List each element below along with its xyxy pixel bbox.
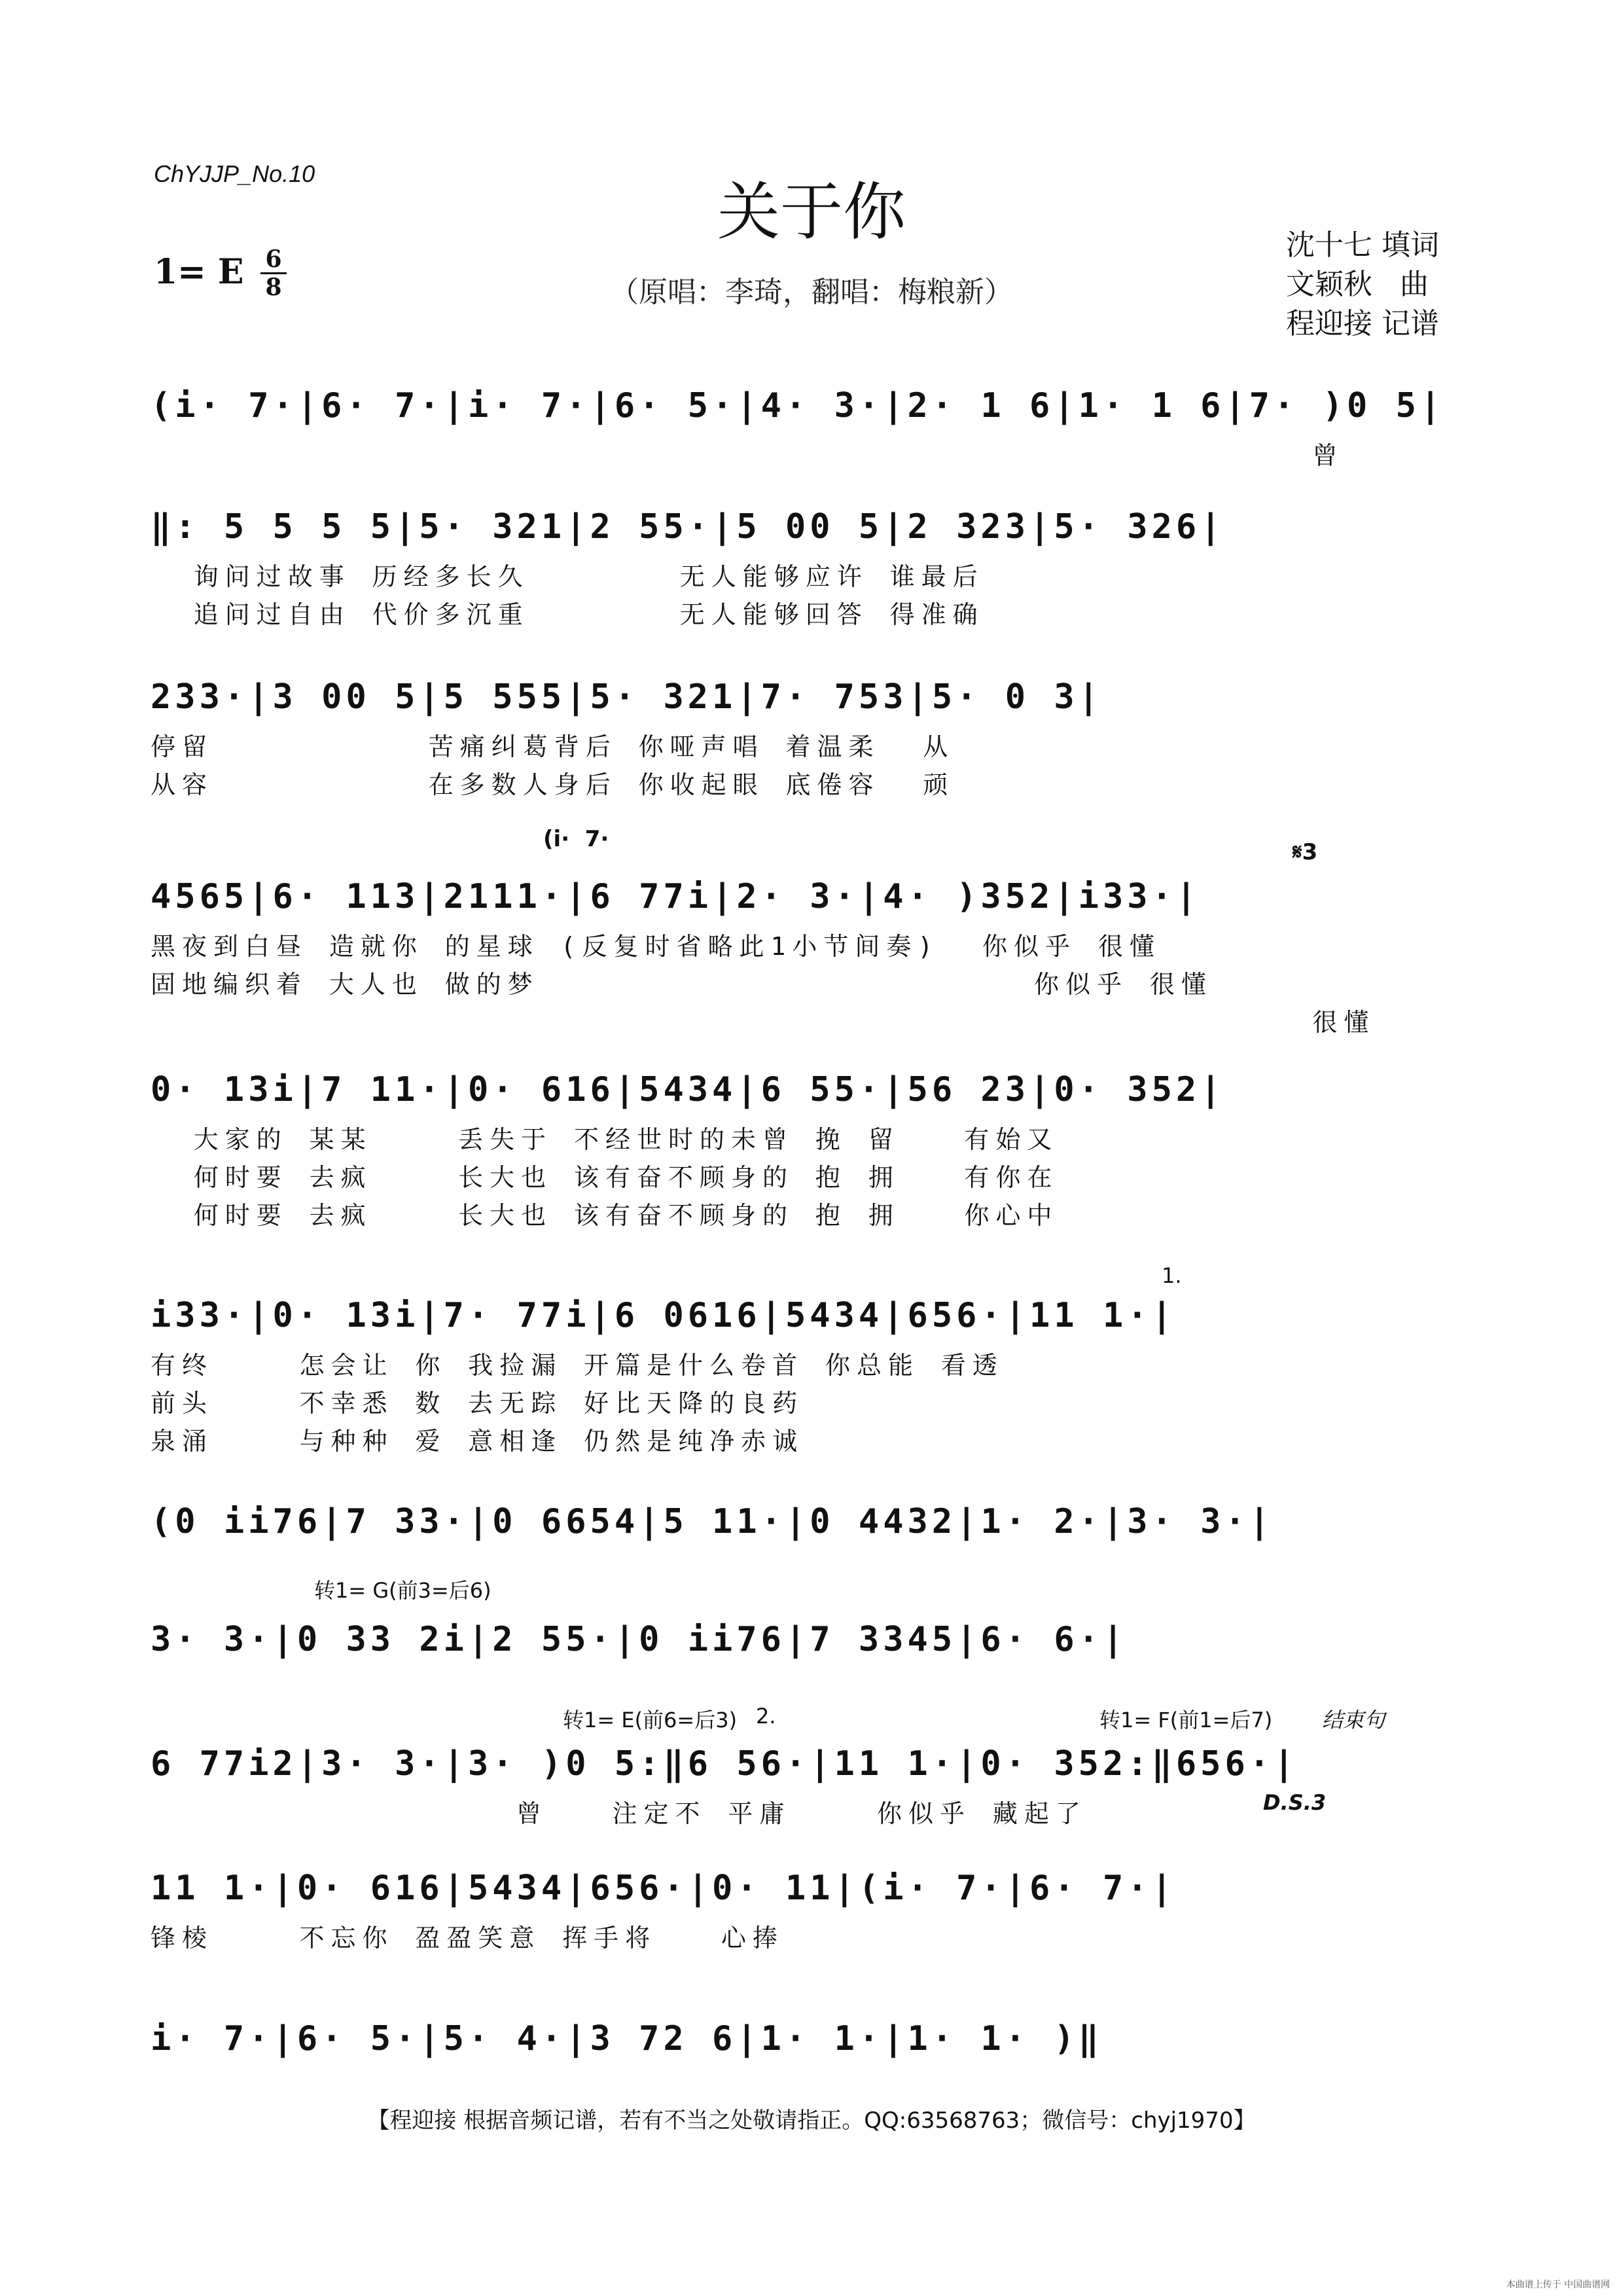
staff-row-7 <box>151 1492 1479 1551</box>
staff-row-2 <box>151 497 1479 632</box>
notes-row-3: 233·|3 00 5|5 555|5· 321|7· 753|5· 0 3| <box>151 677 1103 717</box>
notes-row-7: (0 ii76|7 33·|0 6654|5 11·|0 4432|1· 2·|3· 3·| <box>151 1502 1274 1541</box>
staff-row-3 <box>151 668 1479 802</box>
ds-mark: D.S.3 <box>1263 1790 1327 1815</box>
modulation-g: 转1= G(前3=后6) <box>314 1578 491 1603</box>
modulation-f: 转1= F(前1=后7) <box>1099 1708 1273 1732</box>
notes-row-2: ‖: 5 5 5 5|5· 321|2 55·|5 00 5|2 323|5· 326| <box>151 507 1225 547</box>
watermark: 本曲谱上传于 中国曲谱网 <box>1506 2280 1610 2290</box>
song-subtitle: （原唱：李琦，翻唱：梅粮新） <box>610 276 1013 309</box>
lyrics-row-6-line-1: 有终 怎会让 你 我捡漏 开篇是什么卷首 你总能 看透 <box>151 1351 1004 1380</box>
volta-2: 2. <box>756 1704 776 1729</box>
lyrics-row-4-line-1: 黑夜到白昼 造就你 的星球 (反复时省略此1小节间奏) 你似乎 很懂 <box>151 932 1161 961</box>
lyrics-row-3-line-1: 停留 苦痛纠葛背后 你哑声唱 着温柔 从 <box>151 732 955 761</box>
lyrics-row-6-line-2: 前头 不幸悉 数 去无踪 好比天降的良药 <box>151 1389 804 1418</box>
credit-lyricist: 沈十七 填词 <box>1286 228 1439 262</box>
lyrics-row-2-line-2: 追问过自由 代价多沉重 无人能够回答 得准确 <box>151 600 984 629</box>
staff-row-11 <box>151 2009 1479 2068</box>
lyrics-row-10-line-1: 锋棱 不忘你 盈盈笑意 挥手将 心捧 <box>151 1924 784 1952</box>
lyrics-row-3-line-2: 从容 在多数人身后 你收起眼 底倦容 顽 <box>151 770 955 799</box>
lyrics-row-1-line-1: 曾 <box>151 441 1344 470</box>
footer-note: 【程迎接 根据音频记谱，若有不当之处敬请指正。QQ:63568763；微信号：chyj1970】 <box>367 2108 1256 2134</box>
lyrics-row-6-line-3: 泉涌 与种种 爱 意相逢 仍然是纯净赤诚 <box>151 1427 804 1456</box>
notes-row-6: i33·|0· 13i|7· 77i|6 0616|5434|656·|11 1·| <box>151 1296 1176 1335</box>
staff-row-6 <box>151 1286 1479 1459</box>
notes-row-8: 3· 3·|0 33 2i|2 55·|0 ii76|7 3345|6· 6·| <box>151 1620 1128 1659</box>
staff-row-10 <box>151 1859 1479 1956</box>
lyrics-row-2-line-1: 询问过故事 历经多长久 无人能够应许 谁最后 <box>151 562 984 591</box>
lyrics-row-5-line-1: 大家的 某某 丢失于 不经世时的未曾 挽 留 有始又 <box>151 1125 1059 1154</box>
time-signature <box>260 246 287 300</box>
staff-row-4 <box>151 867 1479 1040</box>
credit-transcriber: 程迎接 记谱 <box>1286 307 1439 340</box>
prelude-mark: (i· 7· <box>543 826 609 852</box>
volta-1: 1. <box>1162 1263 1182 1288</box>
credit-composer: 文颖秋 曲 <box>1286 268 1429 301</box>
ending-mark: 结束句 <box>1322 1708 1385 1732</box>
key-signature: 1= E <box>154 252 244 292</box>
notes-row-11: i· 7·|6· 5·|5· 4·|3 72 6|1· 1·|1· 1· )‖ <box>151 2019 1103 2058</box>
lyrics-row-4-line-3: 很懂 <box>151 1008 1376 1037</box>
credits <box>1286 226 1439 344</box>
lyrics-row-5-line-3: 何时要 去疯 长大也 该有奋不顾身的 抱 拥 你心中 <box>151 1201 1059 1230</box>
notes-row-9: 6 77i2|3· 3·|3· )0 5:‖6 56·|11 1·|0· 352:‖656·| <box>151 1744 1298 1784</box>
score-code: ChYJJP_No.10 <box>154 160 315 187</box>
notes-row-1: (i· 7·|6· 7·|i· 7·|6· 5·|4· 3·|2· 1 6|1· 1 6|7· )0 5| <box>151 386 1445 425</box>
modulation-e: 转1= E(前6=后3) <box>563 1708 738 1732</box>
staff-row-8 <box>151 1610 1479 1669</box>
staff-row-5 <box>151 1060 1479 1233</box>
staff-row-9 <box>151 1734 1479 1831</box>
song-title: 关于你 <box>717 175 906 249</box>
lyrics-row-4-line-2: 固地编织着 大人也 做的梦 你似乎 很懂 <box>151 970 1213 999</box>
notes-row-5: 0· 13i|7 11·|0· 616|5434|6 55·|56 23|0· 352| <box>151 1070 1225 1109</box>
staff-row-1 <box>151 376 1479 473</box>
time-numerator: 6 <box>260 246 287 274</box>
time-denominator: 8 <box>265 274 282 301</box>
notes-row-10: 11 1·|0· 616|5434|656·|0· 11|(i· 7·|6· 7·| <box>151 1869 1176 1908</box>
segno-mark: 𝄋3 <box>1293 839 1318 865</box>
lyrics-row-5-line-2: 何时要 去疯 长大也 该有奋不顾身的 抱 拥 有你在 <box>151 1163 1059 1192</box>
notes-row-4: 4565|6· 113|2111·|6 77i|2· 3·|4· )352|i33·| <box>151 877 1201 916</box>
lyrics-row-9-line-1: 曾 注定不 平庸 你似乎 藏起了 <box>151 1799 1087 1828</box>
